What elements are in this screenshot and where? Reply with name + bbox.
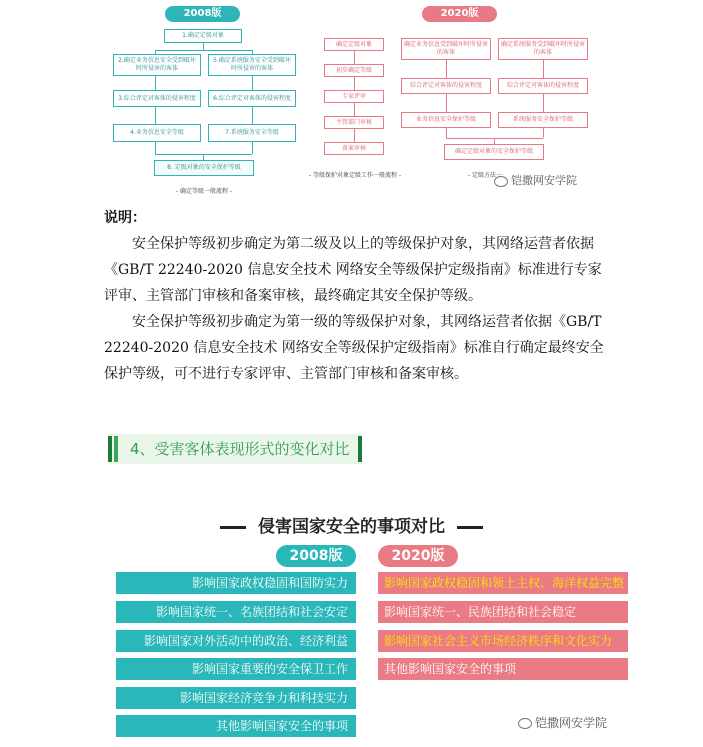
flow-node: 3.综合评定对客体的侵害程度 — [113, 90, 201, 107]
wechat-icon — [518, 718, 532, 729]
explanation-heading: 说明： — [104, 210, 146, 226]
flow-node: 7.系统服务安全等级 — [208, 124, 296, 142]
flow-node: 初步确定等级 — [324, 64, 384, 77]
banner-accent-right — [358, 436, 362, 462]
list-item-2008: 其他影响国家安全的事项 — [116, 715, 356, 737]
section-banner — [108, 434, 362, 464]
flow-node: 确定系统服务受到破坏时所侵害的客体 — [498, 38, 588, 60]
flow-node: 专家评审 — [324, 90, 384, 103]
flowchart-caption: - 确定等级一般流程 - — [175, 188, 233, 195]
flow-node: 确定定级对象 — [324, 38, 384, 51]
flow-node: 4.业务信息安全等级 — [113, 124, 201, 142]
flow-node: 系统服务安全保护等级 — [498, 112, 588, 128]
list-item-2020: 影响国家统一、民族团结和社会稳定 — [378, 601, 628, 623]
version-badge-2020: 2020版 — [422, 6, 497, 22]
explanation — [104, 205, 604, 387]
flow-node: 综合评定对客体的侵害程度 — [401, 78, 491, 94]
list-item-2008: 影响国家统一、名族团结和社会安定 — [116, 601, 356, 623]
flowchart-caption: - 定级方法一 — [467, 172, 503, 179]
section-title: 4、受害客体表现形式的变化对比 — [130, 440, 350, 458]
explanation-paragraph-1: 安全保护等级初步确定为第二级及以上的等级保护对象，其网络运营者依据《GB/T 22240-2020 信息安全技术 网络安全等级保护定级指南》标准进行专家评审、主管部门审核和备案审核，最终确定其安全保护等级。 — [104, 236, 602, 304]
flow-node: 6.综合评定对客体的侵害程度 — [208, 90, 296, 107]
flow-node: 备案审核 — [324, 142, 384, 155]
flow-node: 1.确定定级对象 — [164, 29, 242, 43]
comparison-title: 侵害国家安全的事项对比 — [0, 512, 703, 537]
version-badge-2008: 2008版 — [165, 6, 240, 22]
flow-node-final: 确定定级对象的安全保护等级 — [444, 144, 544, 160]
wechat-icon — [494, 176, 508, 187]
list-item-2008: 影响国家经济竞争力和科技实力 — [116, 687, 356, 709]
banner-accent-left — [108, 436, 112, 462]
list-item-2020: 其他影响国家安全的事项 — [378, 658, 628, 680]
version-badge-2008: 2008版 — [276, 545, 356, 567]
flow-node: 5.确定系统服务安全受到破坏时所侵害的客体 — [208, 54, 296, 76]
watermark: 铠撒网安学院 — [494, 172, 577, 188]
flow-node: 确定业务信息受到破坏时所侵害的客体 — [401, 38, 491, 60]
list-item-2008: 影响国家政权稳固和国防实力 — [116, 572, 356, 594]
list-item-2008: 影响国家对外活动中的政治、经济利益 — [116, 630, 356, 652]
flow-node: 综合评定对客体的侵害程度 — [498, 78, 588, 94]
flow-node: 业务信息安全保护等级 — [401, 112, 491, 128]
flow-node: 2.确定业务信息安全受到破坏时所侵害的客体 — [113, 54, 201, 76]
flow-node-final: 8. 定级对象的安全保护等级 — [154, 160, 254, 176]
explanation-paragraph-2: 安全保护等级初步确定为第一级的等级保护对象，其网络运营者依据《GB/T 22240-2020 信息安全技术 网络安全等级保护定级指南》标准自行确定最终安全保护等级，可不进行专家评审、主管部门审核和备案审核。 — [104, 314, 604, 382]
version-badge-2020: 2020版 — [378, 545, 458, 567]
watermark: 铠撒网安学院 — [518, 714, 607, 731]
banner-accent-left-2 — [114, 436, 118, 462]
list-item-2008: 影响国家重要的安全保卫工作 — [116, 658, 356, 680]
flowchart-caption: - 等级保护对象定级工作一般流程 - — [308, 172, 402, 179]
flow-node: 主管部门审核 — [324, 116, 384, 129]
list-item-2020: 影响国家社会主义市场经济秩序和文化实力 — [378, 630, 628, 652]
list-item-2020: 影响国家政权稳固和领土主权、海洋权益完整 — [378, 572, 628, 594]
